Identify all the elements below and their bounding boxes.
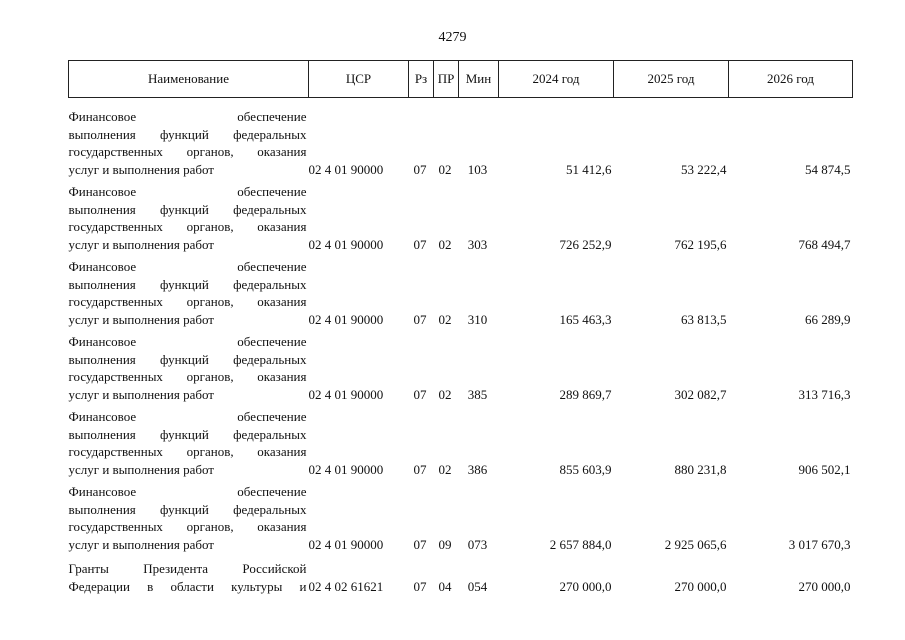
row-name-line: Финансовое обеспечение (68, 334, 307, 349)
row-name-line: Финансовое обеспечение (68, 259, 307, 274)
row-2025: 63 813,5 (681, 311, 727, 327)
table-header-row (69, 61, 853, 98)
row-name (69, 178, 309, 253)
row-csr: 02 4 01 90000 (308, 536, 384, 552)
row-min: 103 (467, 161, 488, 177)
header-name: Наименование (69, 61, 309, 98)
row-csr: 02 4 01 90000 (308, 236, 384, 252)
row-2026: 906 502,1 (798, 461, 851, 477)
header-2026: 2026 год (729, 61, 853, 98)
row-2024: 855 603,9 (559, 461, 612, 477)
row-name-line: государственных органов, оказания (68, 519, 307, 534)
row-rz: 07 (413, 236, 427, 252)
row-name-line: выполнения функций федеральных (68, 426, 307, 442)
row-2026: 3 017 670,3 (788, 536, 851, 552)
row-name-line: государственных органов, оказания (68, 444, 307, 459)
row-name-line: выполнения функций федеральных (68, 501, 307, 517)
row-name-line: выполнения функций федеральных (68, 126, 307, 142)
row-pr: 04 (438, 578, 452, 594)
row-csr: 02 4 01 90000 (308, 386, 384, 402)
row-csr: 02 4 01 90000 (308, 461, 384, 477)
row-name (69, 403, 309, 478)
row-pr: 02 (438, 386, 452, 402)
row-2025: 2 925 065,6 (664, 536, 727, 552)
row-pr: 02 (438, 311, 452, 327)
row-2026: 270 000,0 (798, 578, 851, 594)
row-name-line: Финансовое обеспечение (68, 184, 307, 199)
row-2024: 2 657 884,0 (549, 536, 612, 552)
row-min: 310 (467, 311, 488, 327)
budget-table (68, 60, 853, 595)
row-name-line: Федерации в области культуры и (68, 578, 307, 594)
table-row (69, 253, 853, 328)
row-rz: 07 (413, 386, 427, 402)
row-2025: 270 000,0 (674, 578, 727, 594)
row-name-line: услуг и выполнения работ (68, 461, 214, 477)
row-name-line: Гранты Президента Российской (68, 561, 307, 576)
row-name-line: услуг и выполнения работ (68, 236, 214, 252)
header-min: Мин (459, 61, 499, 98)
row-name-line: выполнения функций федеральных (68, 351, 307, 367)
row-name-line: услуг и выполнения работ (68, 161, 214, 177)
row-name-line: услуг и выполнения работ (68, 536, 214, 552)
row-name-line: услуг и выполнения работ (68, 386, 214, 402)
table-row (69, 403, 853, 478)
row-2026: 54 874,5 (805, 161, 851, 177)
row-min: 054 (467, 578, 488, 594)
row-rz: 07 (413, 536, 427, 552)
row-2024: 165 463,3 (559, 311, 612, 327)
header-2025: 2025 год (614, 61, 729, 98)
row-name-line: Финансовое обеспечение (68, 409, 307, 424)
row-rz: 07 (413, 461, 427, 477)
row-min: 386 (467, 461, 488, 477)
row-name-line: Финансовое обеспечение (68, 484, 307, 499)
row-name-line: государственных органов, оказания (68, 369, 307, 384)
row-pr: 02 (438, 161, 452, 177)
row-pr: 09 (438, 536, 452, 552)
page-number: 4279 (438, 30, 467, 45)
row-pr: 02 (438, 461, 452, 477)
row-2024: 289 869,7 (559, 386, 612, 402)
table-row (69, 478, 853, 553)
row-2024: 270 000,0 (559, 578, 612, 594)
row-name-line: государственных органов, оказания (68, 219, 307, 234)
row-csr: 02 4 01 90000 (308, 161, 384, 177)
row-pr: 02 (438, 236, 452, 252)
row-name (69, 553, 309, 595)
row-name (69, 253, 309, 328)
row-2024: 726 252,9 (559, 236, 612, 252)
row-name-line: государственных органов, оказания (68, 294, 307, 309)
row-name (69, 98, 309, 179)
row-name-line: выполнения функций федеральных (68, 276, 307, 292)
row-min: 073 (467, 536, 488, 552)
row-min: 303 (467, 236, 488, 252)
row-2025: 762 195,6 (674, 236, 727, 252)
table-row (69, 328, 853, 403)
row-rz: 07 (413, 578, 427, 594)
header-pr: ПР (434, 61, 459, 98)
header-2024: 2024 год (499, 61, 614, 98)
header-rz: Рз (409, 61, 434, 98)
header-csr: ЦСР (309, 61, 409, 98)
row-2024: 51 412,6 (566, 161, 612, 177)
table-body (69, 98, 853, 596)
row-min: 385 (467, 386, 488, 402)
table-row (69, 98, 853, 179)
row-2025: 53 222,4 (681, 161, 727, 177)
table-row (69, 178, 853, 253)
row-name-line: выполнения функций федеральных (68, 201, 307, 217)
table-row (69, 553, 853, 595)
row-name (69, 478, 309, 553)
row-name (69, 328, 309, 403)
row-2026: 313 716,3 (798, 386, 851, 402)
row-name-line: государственных органов, оказания (68, 144, 307, 159)
row-name-line: Финансовое обеспечение (68, 109, 307, 124)
row-csr: 02 4 01 90000 (308, 311, 384, 327)
row-2025: 880 231,8 (674, 461, 727, 477)
row-2026: 66 289,9 (805, 311, 851, 327)
row-csr: 02 4 02 61621 (308, 578, 384, 594)
row-2025: 302 082,7 (674, 386, 727, 402)
row-rz: 07 (413, 311, 427, 327)
row-name-line: услуг и выполнения работ (68, 311, 214, 327)
row-rz: 07 (413, 161, 427, 177)
row-2026: 768 494,7 (798, 236, 851, 252)
